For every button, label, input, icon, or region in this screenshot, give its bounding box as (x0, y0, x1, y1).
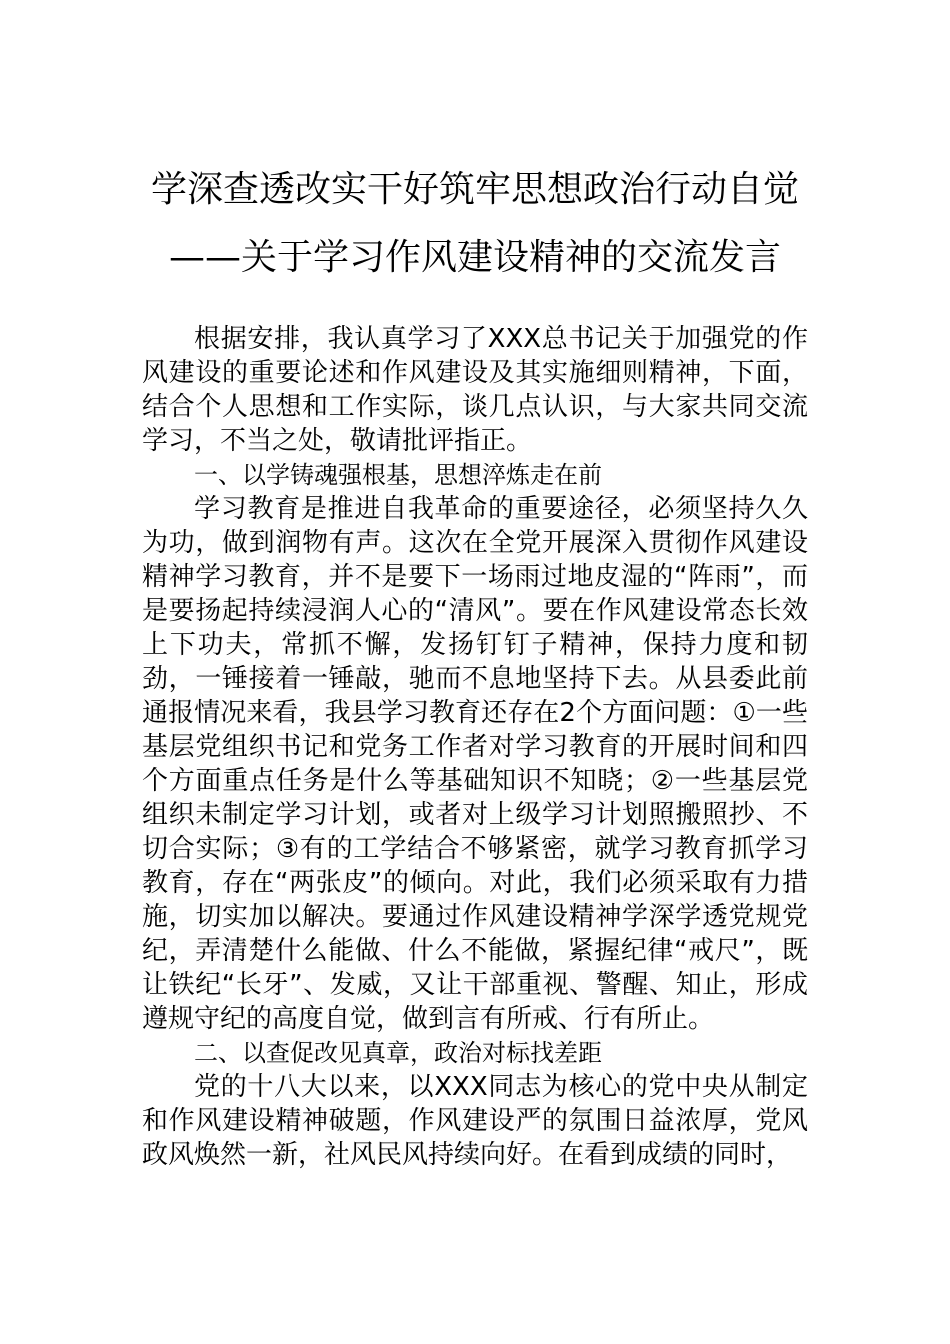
document-body (142, 322, 808, 1172)
document-subtitle: ——关于学习作风建设精神的交流发言 (168, 237, 781, 278)
section-heading-2: 二、以查促改见真章，政治对标找差距 (194, 1039, 602, 1067)
document-title: 学深查透改实干好筑牢思想政治行动自觉 (150, 169, 799, 210)
paragraph-section-1: 学习教育是推进自我革命的重要途径，必须坚持久久为功，做到润物有声。这次在全党开展深入贯彻作风建设精神学习教育，并不是要下一场雨过地皮湿的“阵雨”，而是要扬起持续浸润人心的“清风”。要在作风建设常态长效上下功夫，常抓不懈，发扬钉钉子精神，保持力度和韧劲，一锤接着一锤敲，驰而不息地坚持下去。从县委此前通报情况来看，我县学习教育还存在2个方面问题：①一些基层党组织书记和党务工作者对学习教育的开展时间和四个方面重点任务是什么等基础知识不知晓；②一些基层党组织未制定学习计划，或者对上级学习计划照搬照抄、不切合实际；③有的工学结合不够紧密，就学习教育抓学习教育，存在“两张皮”的倾向。对此，我们必须采取有力措施，切实加以解决。要通过作风建设精神学深学透党规党纪，弄清楚什么能做、什么不能做，紧握纪律“戒尺”，既让铁纪“长牙”、发威，又让干部重视、警醒、知止，形成遵规守纪的高度自觉，做到言有所戒、行有所止。 (142, 494, 808, 1034)
section-heading-1: 一、以学铸魂强根基，思想淬炼走在前 (194, 461, 602, 489)
paragraph-section-2: 党的十八大以来，以XXX同志为核心的党中央从制定和作风建设精神破题，作风建设严的氛围日益浓厚，党风政风焕然一新，社风民风持续向好。在看到成绩的同时， (142, 1072, 808, 1170)
paragraph-intro: 根据安排，我认真学习了XXX总书记关于加强党的作风建设的重要论述和作风建设及其实施细则精神，下面，结合个人思想和工作实际，谈几点认识，与大家共同交流学习，不当之处，敬请批评指正。 (142, 324, 808, 456)
